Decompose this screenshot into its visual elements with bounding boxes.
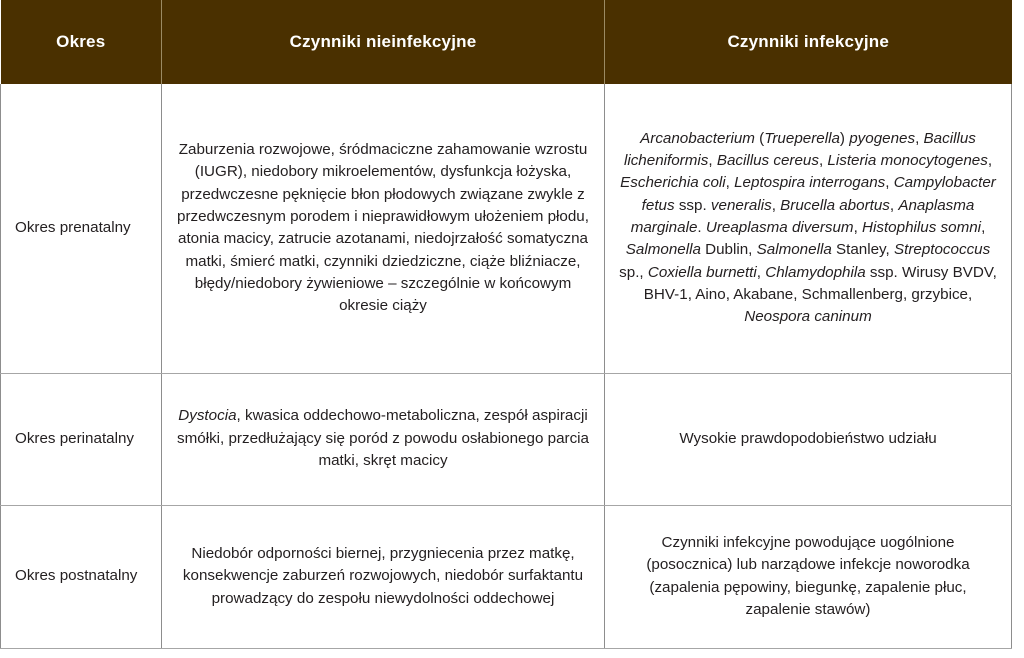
cell-period-perinatal: Okres perinatalny	[1, 373, 162, 505]
table-header	[1, 0, 1012, 84]
cell-infectious-perinatal: Wysokie prawdopodobieństwo udziału	[605, 373, 1012, 505]
cell-noninfectious-prenatal: Zaburzenia rozwojowe, śródmaciczne zahamowanie wzrostu (IUGR), niedobory mikroelementów, dysfunkcja łożyska, przedwczesne pęknięcie błon płodowych związane zwykle z przedwczesnym porodem i nieprawidłowym ułożeniem płodu, atonia macicy, zatrucie azotanami, niedojrzałość somatyczna matki, śmierć matki, czynniki dziedziczne, ciąże bliźniacze, błędy/niedobory żywieniowe – szczególnie w końcowym okresie ciąży	[162, 84, 605, 373]
table-row	[1, 373, 1012, 505]
column-header-infectious: Czynniki infekcyjne	[605, 0, 1012, 84]
table-header-row	[1, 0, 1012, 84]
column-header-noninfectious: Czynniki nieinfekcyjne	[162, 0, 605, 84]
column-header-period: Okres	[1, 0, 162, 84]
cell-infectious-postnatal: Czynniki infekcyjne powodujące uogólnione (posocznica) lub narządowe infekcje noworodka (zapalenia pępowiny, biegunkę, zapalenie płuc, zapalenie stawów)	[605, 505, 1012, 648]
cell-noninfectious-postnatal: Niedobór odporności biernej, przygniecenia przez matkę, konsekwencje zaburzeń rozwojowych, niedobór surfaktantu prowadzący do zespołu niewydolności oddechowej	[162, 505, 605, 648]
table-row	[1, 84, 1012, 373]
cell-period-postnatal: Okres postnatalny	[1, 505, 162, 648]
cell-period-prenatal: Okres prenatalny	[1, 84, 162, 373]
table-row	[1, 505, 1012, 648]
cell-noninfectious-perinatal: Dystocia, kwasica oddechowo-metaboliczna, zespół aspiracji smółki, przedłużający się poród z powodu osłabionego parcia matki, skręt macicy	[162, 373, 605, 505]
table-body	[1, 84, 1012, 648]
cell-infectious-prenatal: Arcanobacterium (Trueperella) pyogenes, Bacillus licheniformis, Bacillus cereus, Listeria monocytogenes, Escherichia coli, Leptospira interrogans, Campylobacter fetus ssp. veneralis, Brucella abortus, Anaplasma marginale. Ureaplasma diversum, Histophilus somni, Salmonella Dublin, Salmonella Stanley, Streptococcus sp., Coxiella burnetti, Chlamydophila ssp. Wirusy BVDV, BHV-1, Aino, Akabane, Schmallenberg, grzybice, Neospora caninum	[605, 84, 1012, 373]
